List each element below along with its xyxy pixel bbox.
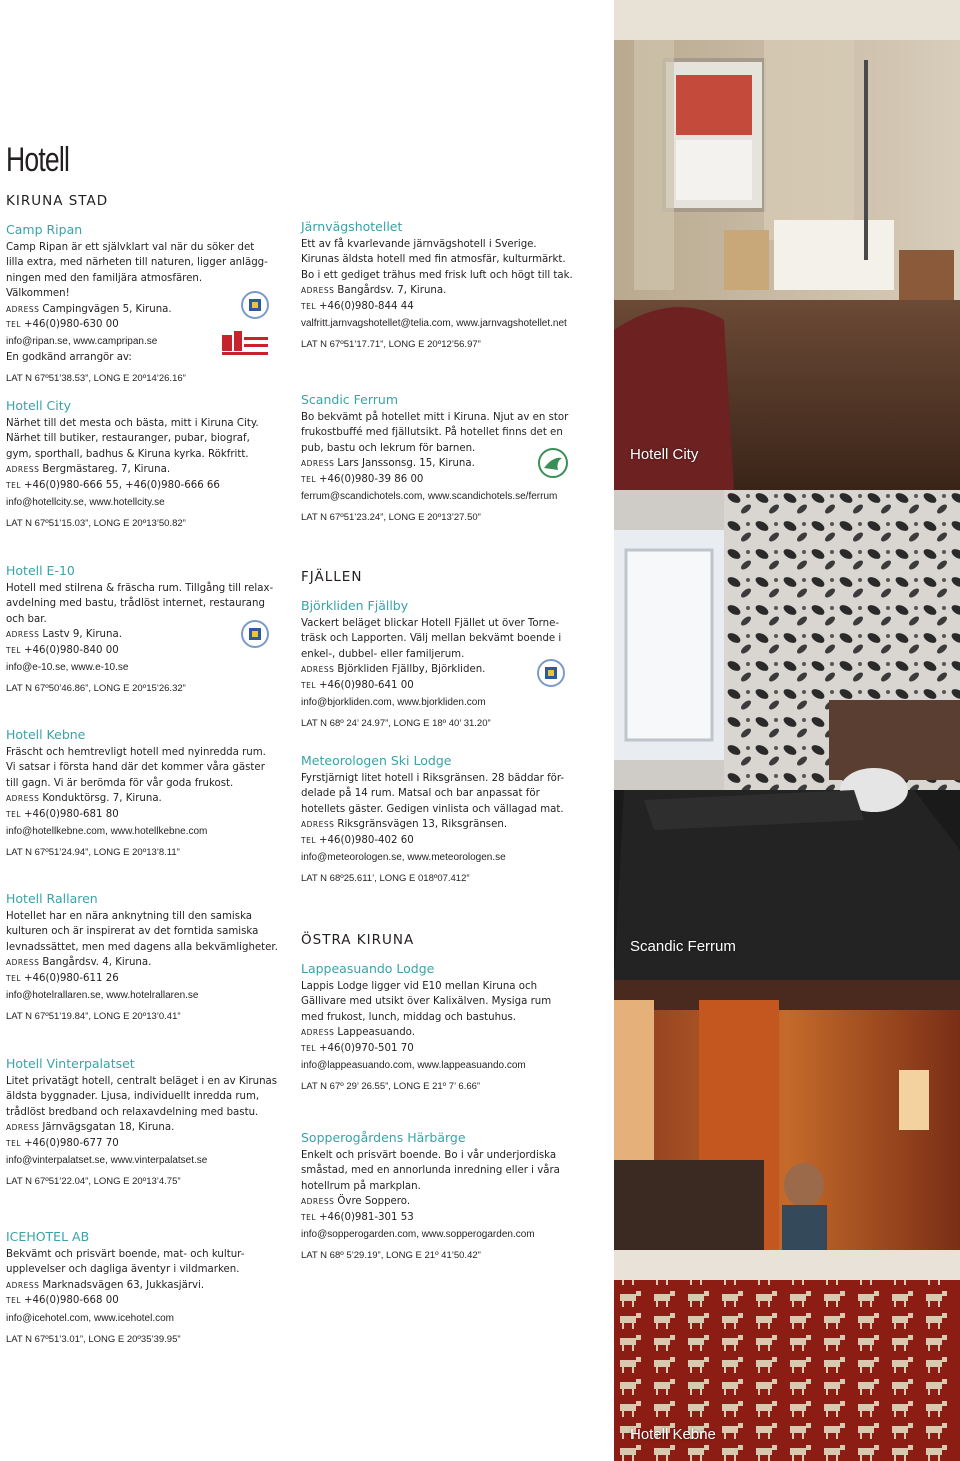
hotel-coordinates: LAT N 68º25.611’, LONG E 018º07.412” [301, 873, 470, 885]
hotel-room-image [614, 0, 960, 490]
photo-scandic-ferrum [614, 490, 960, 980]
hotel-address: ADRESS Bangårdsv. 4, Kiruna. [6, 957, 152, 969]
hotel-entry-hotell-city [6, 398, 278, 532]
badge-seal-icon [240, 290, 270, 320]
hotel-phone: TEL +46(0)980-39 86 00 [301, 473, 424, 485]
hotel-name: Hotell E-10 [6, 563, 75, 578]
red-emblem-icon [220, 325, 272, 357]
hotel-name: Hotell Vinterpalatset [6, 1056, 135, 1071]
hotel-name: ICEHOTEL AB [6, 1229, 90, 1244]
hotel-description: Fyrstjärnigt litet hotell i Riksgränsen. 28 bäddar för-delade på 14 rum. Matsal och bar anpassat för hotellets gäster. Gedigen vinlista och vällagad mat. [301, 773, 565, 815]
photo-hotell-kebne [614, 980, 960, 1461]
hotel-description: Litet privatägt hotell, centralt beläget i en av Kirunas äldsta byggnader. Ljusa, individuellt inredda rum, trådlöst bredband och relaxavdelning med bastu. [6, 1076, 278, 1118]
hotel-phone: TEL +46(0)980-641 00 [301, 679, 414, 691]
hotel-name: Camp Ripan [6, 222, 83, 237]
hotel-entry-lappeasuando [301, 961, 573, 1095]
hotel-coordinates: LAT N 67º51’3.01”, LONG E 20º35’39.95” [6, 1334, 181, 1346]
hotel-entry-vinterpalatset [6, 1056, 278, 1190]
hotel-coordinates: LAT N 68º 24’ 24.97”, LONG E 18º 40’ 31.20” [301, 718, 491, 730]
hotel-web[interactable]: info@bjorkliden.com, www.bjorkliden.com [301, 697, 486, 709]
photo-caption-hotell-kebne: Hotell Kebne [630, 1426, 716, 1443]
hotel-coordinates: LAT N 67º51’22.04”, LONG E 20º13’4.75” [6, 1176, 181, 1188]
hotel-address: ADRESS Konduktörsg. 7, Kiruna. [6, 793, 162, 805]
hotel-entry-jarnvagshotellet [301, 219, 573, 353]
hotel-name: Hotell Kebne [6, 727, 86, 742]
hotel-entry-sopperogarden [301, 1130, 573, 1264]
hotel-web[interactable]: info@hotellcity.se, www.hotellcity.se [6, 497, 165, 509]
hotel-description: Vackert beläget blickar Hotell Fjället ut över Torne- träsk och Lapporten. Välj mellan bekvämt boende i enkel-, dubbel- eller familjerum. [301, 618, 562, 660]
hotel-description: Camp Ripan är ett självklart val när du söker det lilla extra, med närheten till naturen, ligger anlägg- ningen med den familjära atmosfären. Välkommen! [6, 242, 268, 300]
hotel-address: ADRESS Lappeasuando. [301, 1027, 415, 1039]
hotel-entry-camp-ripan [6, 222, 268, 387]
hotel-address: ADRESS Riksgränsvägen 13, Riksgränsen. [301, 819, 508, 831]
hotel-address: ADRESS Björkliden Fjällby, Björkliden. [301, 664, 486, 676]
hotel-address: ADRESS Marknadsvägen 63, Jukkasjärvi. [6, 1279, 205, 1291]
hotel-phone: TEL +46(0)980-630 00 [6, 319, 119, 331]
hotel-web[interactable]: info@meteorologen.se, www.meteorologen.se [301, 852, 506, 864]
hotel-description: Fräscht och hemtrevligt hotell med nyinredda rum. Vi satsar i första hand där det kommer våra gäster till gagn. Vi är berömda för vår goda frukost. [6, 747, 266, 789]
section-heading-fjallen: FJÄLLEN [301, 569, 363, 585]
hotel-name: Björkliden Fjällby [301, 598, 409, 613]
hotel-web[interactable]: ferrum@scandichotels.com, www.scandichotels.se/ferrum [301, 491, 558, 503]
page-title: Hotell [6, 140, 70, 179]
swan-ecolabel-icon [538, 446, 568, 480]
hotel-coordinates: LAT N 67º51’17.71”, LONG E 20º12’56.97” [301, 339, 481, 351]
hotel-entry-scandic-ferrum [301, 392, 573, 526]
photo-hotell-city [614, 0, 960, 490]
hotel-name: Scandic Ferrum [301, 392, 398, 407]
hotel-web[interactable]: info@icehotel.com, www.icehotel.com [6, 1312, 174, 1324]
hotel-phone: TEL +46(0)980-611 26 [6, 972, 119, 984]
hotel-address: ADRESS Järnvägsgatan 18, Kiruna. [6, 1122, 175, 1134]
hotel-name: Lappeasuando Lodge [301, 961, 435, 976]
hotel-coordinates: LAT N 67º51’23.24”, LONG E 20º13’27.50” [301, 512, 481, 524]
hotel-entry-hotell-e10 [6, 563, 278, 697]
hotel-coordinates: LAT N 67º51’38.53”, LONG E 20º14’26.16” [6, 373, 186, 385]
section-heading-kiruna-stad: KIRUNA STAD [6, 193, 109, 209]
hotel-web[interactable]: info@vinterpalatset.se, www.vinterpalatset.se [6, 1155, 208, 1167]
hotel-coordinates: LAT N 68º 5’29.19”, LONG E 21º 41’50.42” [301, 1250, 481, 1262]
hotel-phone: TEL +46(0)980-840 00 [6, 644, 119, 656]
section-heading-ostra-kiruna: ÖSTRA KIRUNA [301, 932, 415, 948]
hotel-phone: TEL +46(0)980-844 44 [301, 300, 414, 312]
hotel-name: Meteorologen Ski Lodge [301, 753, 452, 768]
hotel-web[interactable]: info@hotelrallaren.se, www.hotelrallaren.se [6, 990, 199, 1002]
hotel-phone: TEL +46(0)980-666 55, +46(0)980-666 66 [6, 479, 220, 491]
hotel-web[interactable]: info@hotellkebne.com, www.hotellkebne.com [6, 826, 208, 838]
badge-seal-icon [240, 619, 270, 649]
hotel-description: Enkelt och prisvärt boende. Bo i vår underjordiska småstad, med en annorlunda inredning eller i våra hotellrum på markplan. [301, 1150, 560, 1192]
hotel-description: Hotellet har en nära anknytning till den samiska kulturen och är inspirerat av det forntida samiska levnadssättet, men med dagens alla bekvämligheter. [6, 911, 278, 953]
hotel-web[interactable]: info@e-10.se, www.e-10.se [6, 662, 129, 674]
hotel-phone: TEL +46(0)981-301 53 [301, 1211, 414, 1223]
hotel-description: Närhet till det mesta och bästa, mitt i Kiruna City. Närhet till butiker, restauranger, pubar, biograf, gym, sporthall, badhus & Kiruna kyrka. Rökfritt. [6, 418, 259, 460]
hotel-description: Lappis Lodge ligger vid E10 mellan Kiruna och Gällivare med utsikt över Kalixälven. Mysiga rum med frukost, lunch, middag och bastuhus. [301, 981, 552, 1023]
hotel-address: ADRESS Övre Soppero. [301, 1196, 411, 1208]
hotel-address: ADRESS Bergmästareg. 7, Kiruna. [6, 464, 171, 476]
hotel-phone: TEL +46(0)980-402 60 [301, 834, 414, 846]
hotel-web[interactable]: info@sopperogarden.com, www.sopperogarden.com [301, 1229, 535, 1241]
hotel-description: Ett av få kvarlevande järnvägshotell i Sverige. Kirunas äldsta hotell med fin atmosfär, kulturmärkt. Bo i ett gediget trähus med frisk luft och högt till tak. [301, 239, 573, 281]
badge-seal-icon [536, 658, 566, 688]
hotel-web[interactable]: valfritt.jarnvagshotellet@telia.com, www.jarnvagshotellet.net [301, 318, 567, 330]
hotel-room-image [614, 490, 960, 980]
hotel-coordinates: LAT N 67º51’15.03”, LONG E 20º13’50.82” [6, 518, 186, 530]
hotel-address: ADRESS Lastv 9, Kiruna. [6, 629, 122, 641]
photo-caption-scandic-ferrum: Scandic Ferrum [630, 938, 736, 955]
hotel-name: Hotell Rallaren [6, 891, 98, 906]
hotel-coordinates: LAT N 67º50’46.86”, LONG E 20º15’26.32” [6, 683, 186, 695]
hotel-entry-bjorkliden [301, 598, 573, 732]
hotel-description: Hotell med stilrena & fräscha rum. Tillgång till relax- avdelning med bastu, trådlöst internet, restaurang och bar. [6, 583, 274, 625]
photo-caption-hotell-city: Hotell City [630, 446, 699, 463]
hotel-entry-hotell-rallaren [6, 891, 278, 1025]
hotel-room-image [614, 980, 960, 1461]
hotel-coordinates: LAT N 67º51’24.94”, LONG E 20º13’8.11” [6, 847, 180, 859]
hotel-extra-note: En godkänd arrangör av: [6, 351, 132, 363]
hotel-coordinates: LAT N 67º51’19.84”, LONG E 20º13’0.41” [6, 1011, 181, 1023]
hotel-address: ADRESS Campingvägen 5, Kiruna. [6, 303, 172, 315]
hotel-description: Bekvämt och prisvärt boende, mat- och kultur- upplevelser och dagliga äventyr i vildmarken. [6, 1249, 245, 1276]
hotel-name: Järnvägshotellet [301, 219, 403, 234]
hotel-description: Bo bekvämt på hotellet mitt i Kiruna. Njut av en stor frukostbuffé med fjällutsikt. På hotellet finns det en pub, bastu och lekrum för barnen. [301, 412, 569, 454]
hotel-web[interactable]: info@ripan.se, www.campripan.se [6, 336, 158, 348]
hotel-address: ADRESS Lars Janssonsg. 15, Kiruna. [301, 458, 475, 470]
hotel-phone: TEL +46(0)970-501 70 [301, 1042, 414, 1054]
hotel-web[interactable]: info@lappeasuando.com, www.lappeasuando.com [301, 1060, 526, 1072]
hotel-name: Hotell City [6, 398, 72, 413]
hotel-phone: TEL +46(0)980-668 00 [6, 1295, 119, 1307]
hotel-entry-meteorologen [301, 753, 573, 887]
hotel-name: Sopperogårdens Härbärge [301, 1130, 466, 1145]
hotel-entry-hotell-kebne [6, 727, 278, 861]
hotel-phone: TEL +46(0)980-677 70 [6, 1137, 119, 1149]
hotel-coordinates: LAT N 67º 29’ 26.55”, LONG E 21º 7’ 6.66” [301, 1081, 481, 1093]
hotel-address: ADRESS Bangårdsv. 7, Kiruna. [301, 285, 447, 297]
hotel-phone: TEL +46(0)980-681 80 [6, 808, 119, 820]
hotel-entry-icehotel [6, 1229, 278, 1347]
